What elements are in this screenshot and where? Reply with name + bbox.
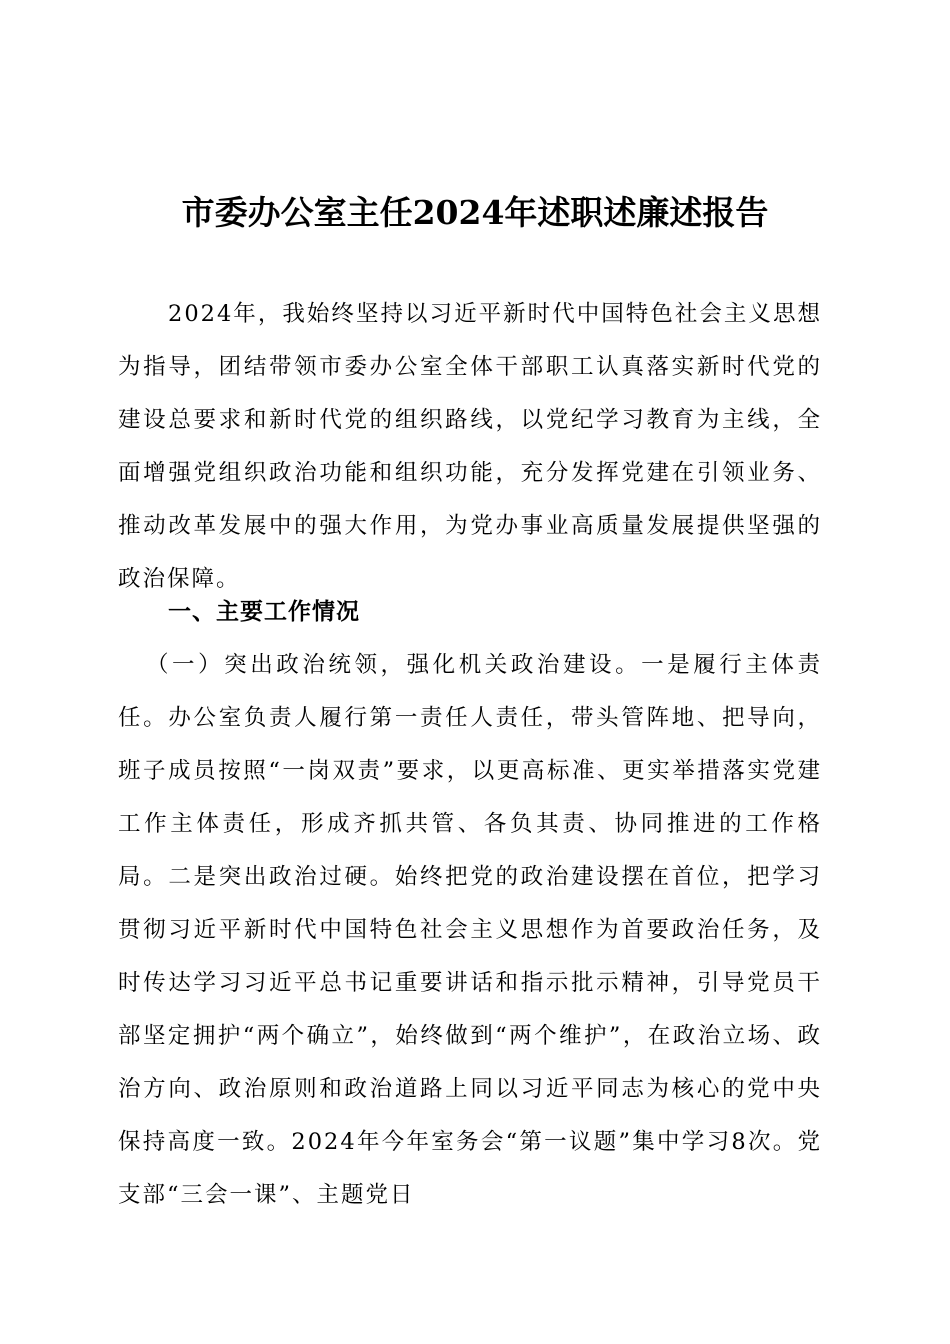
document-title: 市委办公室主任2024年述职述廉述报告 [181,193,769,232]
paragraph-section-1: （一）突出政治统领，强化机关政治建设。一是履行主体责任。办公室负责人履行第一责任人责任，带头管阵地、把导向，班子成员按照“一岗双责”要求，以更高标准、更实举措落实党建工作主体责任，形成齐抓共管、各负其责、协同推进的工作格局。二是突出政治过硬。始终把党的政治建设摆在首位，把学习贯彻习近平新时代中国特色社会主义思想作为首要政治任务，及时传达学习习近平总书记重要讲话和指示批示精神，引导党员干部坚定拥护“两个确立”，始终做到“两个维护”，在政治立场、政治方向、政治原则和政治道路上同以习近平同志为核心的党中央保持高度一致。2024年今年室务会“第一议题”集中学习8次。党支部“三会一课”、主题党日 [118,652,822,1208]
section-heading: 一、主要工作情况 [168,599,360,625]
paragraph-intro: 2024年，我始终坚持以习近平新时代中国特色社会主义思想为指导，团结带领市委办公室全体干部职工认真落实新时代党的建设总要求和新时代党的组织路线，以党纪学习教育为主线，全面增强党组织政治功能和组织功能，充分发挥党建在引领业务、推动改革发展中的强大作用，为党办事业高质量发展提供坚强的政治保障。 [118,301,822,592]
